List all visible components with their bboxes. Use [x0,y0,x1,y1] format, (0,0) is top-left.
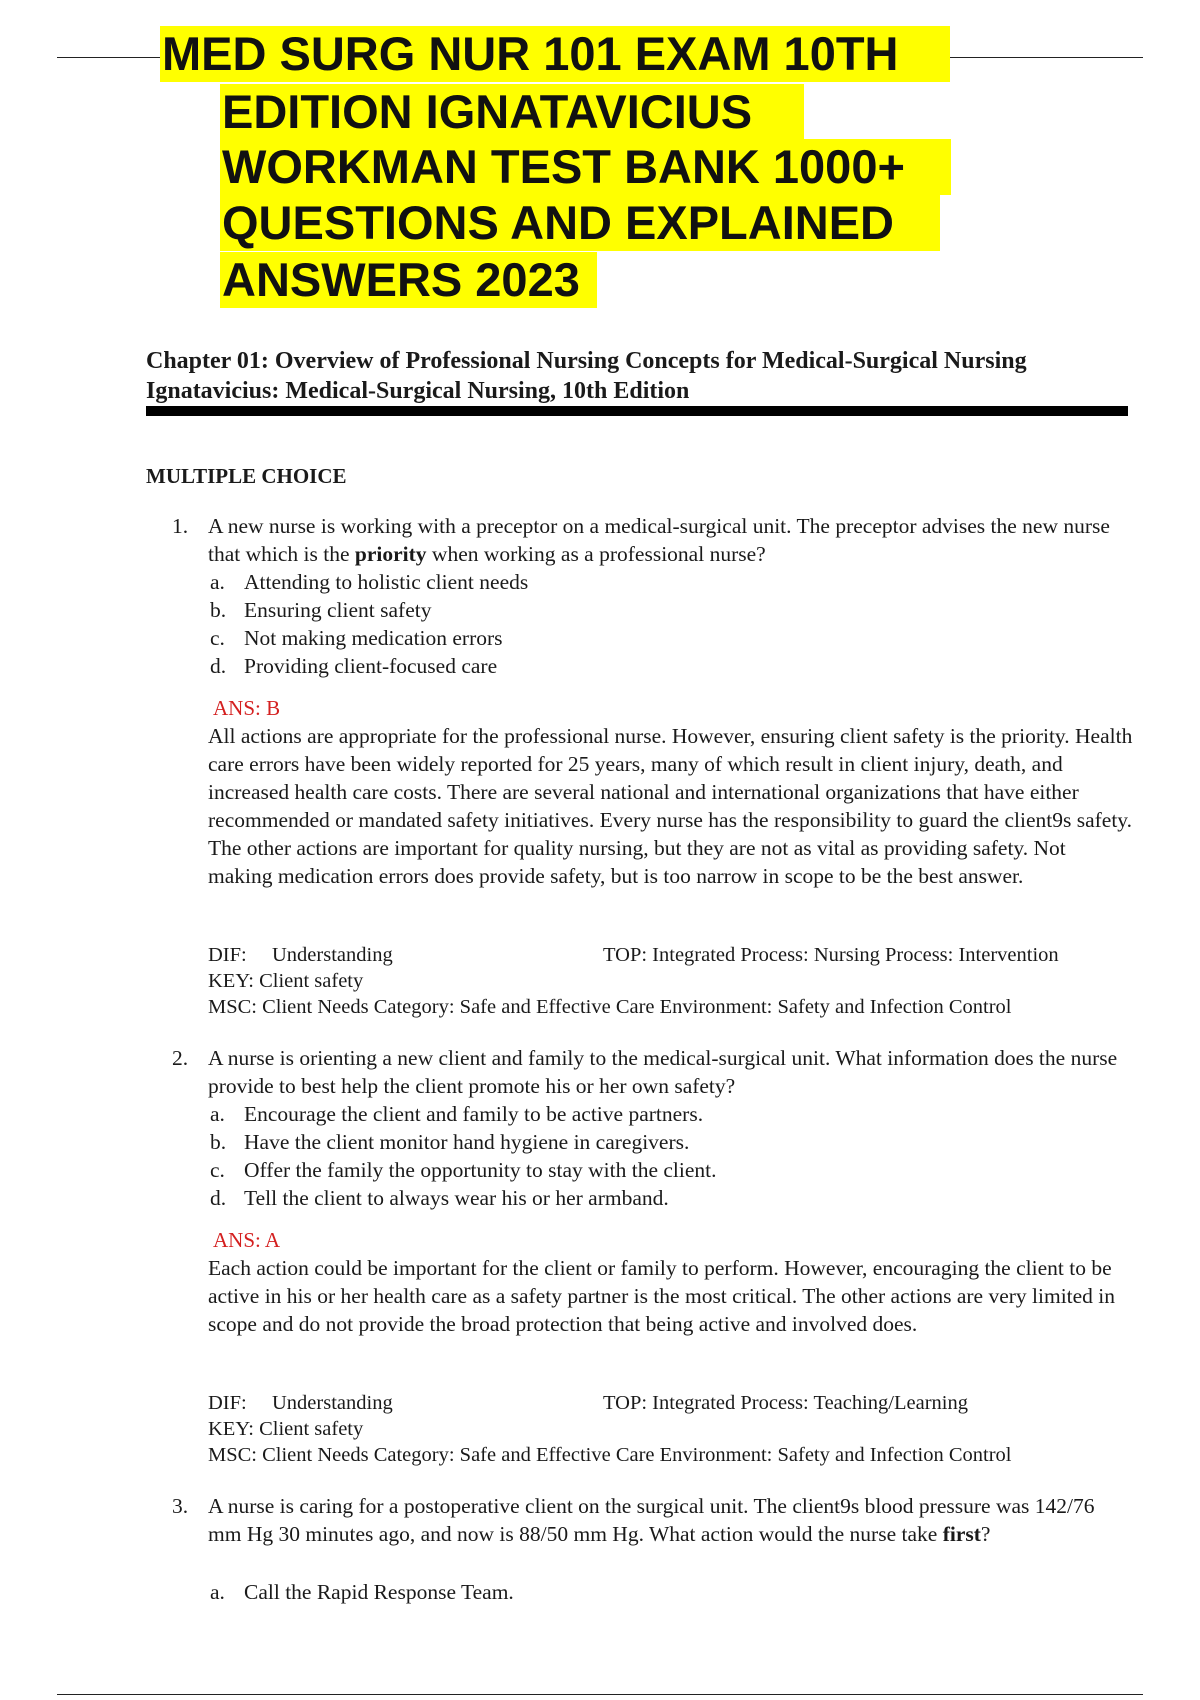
key: KEY: Client safety [208,1418,364,1440]
msc: MSC: Client Needs Category: Safe and Effective Care Environment: Safety and Infection Control [208,996,1012,1018]
chapter-divider [146,406,1128,416]
footer-rule [57,1694,1143,1695]
header-rule-left [57,57,161,58]
difficulty-value: Understanding [272,1392,393,1414]
msc: MSC: Client Needs Category: Safe and Effective Care Environment: Safety and Infection Control [208,1444,1012,1466]
question-emphasis: first [942,1522,981,1546]
section-heading: MULTIPLE CHOICE [146,464,347,488]
topic: TOP: Integrated Process: Teaching/Learning [603,1392,968,1414]
difficulty-value: Understanding [272,944,393,966]
title-line: ANSWERS 2023 [220,252,597,308]
answer-key: ANS: B [213,696,281,720]
question-text: A new nurse is working with a preceptor on a medical-surgical unit. The preceptor advises the new nurse that which is the priority when working as a professional nurse? [208,514,1110,566]
title-line: MED SURG NUR 101 EXAM 10TH [160,26,950,82]
difficulty-label: DIF: [208,1392,247,1414]
header-rule-right [948,57,1143,58]
chapter-heading [146,346,1128,406]
question-number: 2. [172,1046,189,1070]
title-line: QUESTIONS AND EXPLAINED [220,195,940,251]
question-number: 3. [172,1494,189,1518]
chapter-title: Chapter 01: Overview of Professional Nursing Concepts for Medical-Surgical Nursing [146,348,1027,374]
difficulty-label: DIF: [208,944,247,966]
question-emphasis: priority [354,542,427,566]
key: KEY: Client safety [208,970,364,992]
topic: TOP: Integrated Process: Nursing Process: Intervention [603,944,1059,966]
question-text: A nurse is caring for a postoperative client on the surgical unit. The client9s blood pressure was 142/76 mm Hg 30 minutes ago, and now is 88/50 mm Hg. What action would the nurse take first? [208,1494,1095,1546]
answer-key: ANS: A [213,1228,281,1252]
question-text: A nurse is orienting a new client and family to the medical-surgical unit. What information does the nurse provide to best help the client promote his or her own safety? [208,1046,1118,1098]
book-title: Ignatavicius: Medical-Surgical Nursing, 10th Edition [146,378,690,404]
rationale: Each action could be important for the client or family to perform. However, encouraging the client to be active in his or her health care as a safety partner is the most critical. The other actions are very limited in scope and do not provide the broad protection that being active and involved does. [208,1256,1116,1336]
title-line: WORKMAN TEST BANK 1000+ [220,139,951,195]
question-number: 1. [172,514,189,538]
rationale: All actions are appropriate for the professional nurse. However, ensuring client safety is the priority. Health care errors have been widely reported for 25 years, many of which result in client injury, death, and increased health care costs. There are several national and international organizations that have either recommended or mandated safety initiatives. Every nurse has the responsibility to guard the client9s safety. The other actions are important for quality nursing, but they are not as vital as providing safety. Not making medication errors does provide safety, but is too narrow in scope to be the best answer. [208,724,1133,888]
title-line: EDITION IGNATAVICIUS [220,84,804,140]
